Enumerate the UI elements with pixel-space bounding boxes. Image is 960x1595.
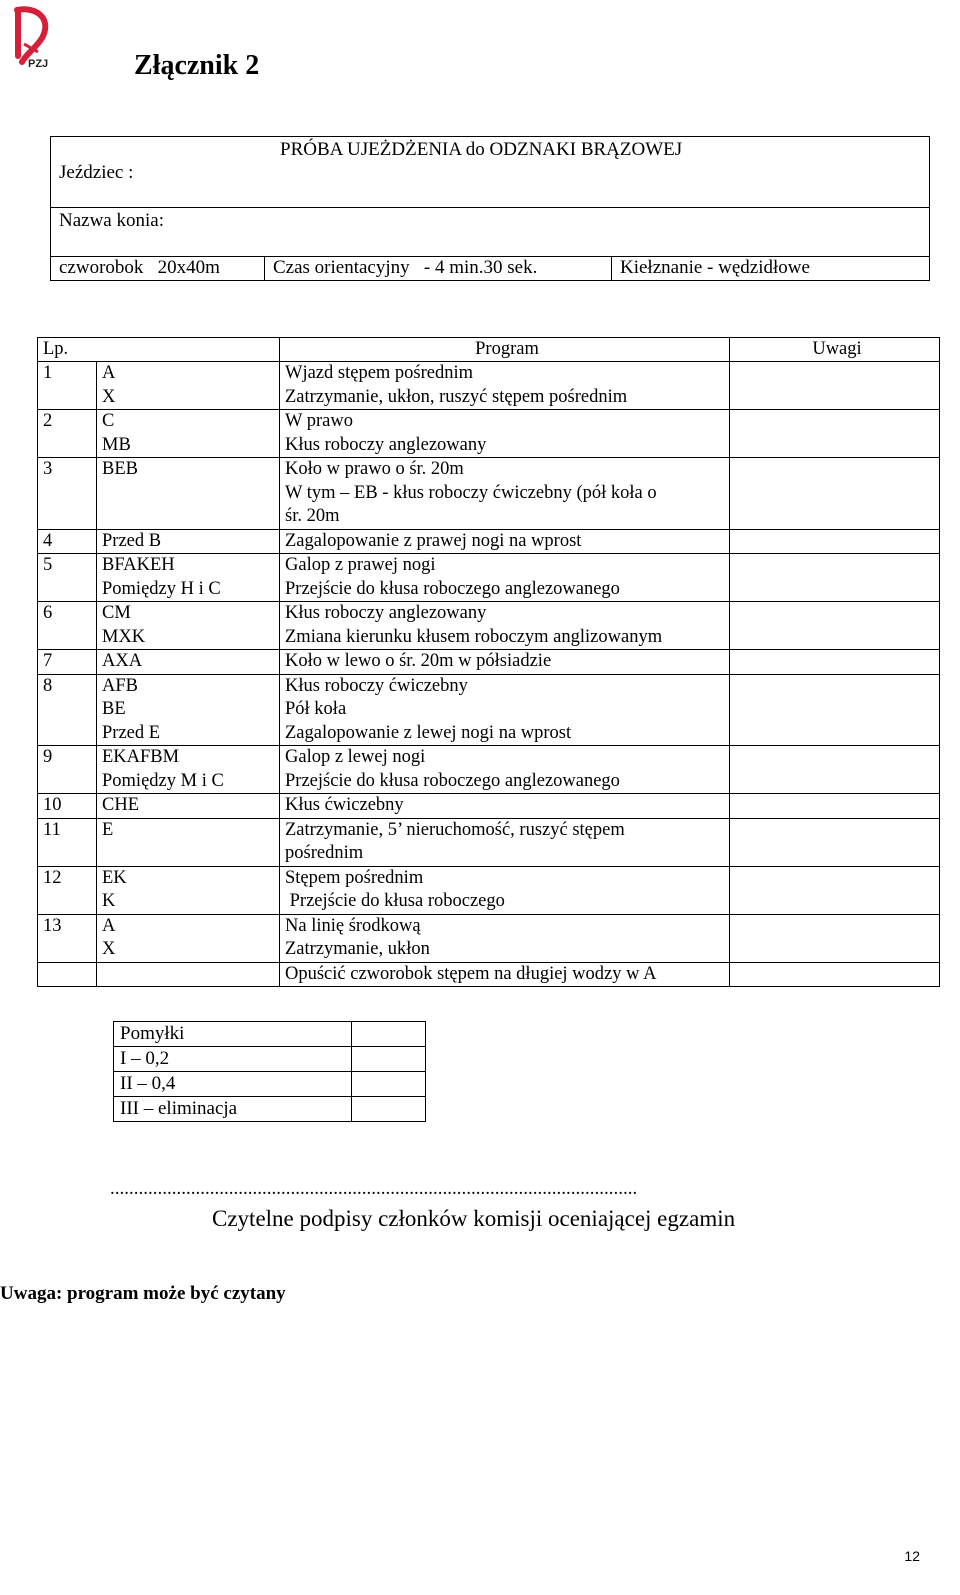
row-number-text: 5: [43, 555, 53, 575]
place-text: Przed B: [102, 530, 162, 551]
movement-text: Przejście do kłusa roboczego: [285, 891, 505, 911]
pzj-logo: [8, 4, 58, 74]
row-movements: [280, 602, 730, 650]
row-places: [97, 866, 280, 914]
horse-label: Nazwa konia:: [59, 210, 164, 231]
program-row: [38, 794, 940, 819]
movement-text: Przejście do kłusa roboczego anglezowanego: [285, 770, 620, 791]
row-number: [38, 602, 97, 650]
place-text: AXA: [102, 651, 143, 671]
row-places: [97, 529, 280, 554]
movement-text: Koło w prawo o śr. 20m: [285, 459, 464, 479]
movement-text: Zmiana kierunku kłusem roboczym anglizowanym: [285, 626, 663, 647]
place-text: BEB: [102, 459, 138, 479]
place-text: BFAKEH: [102, 555, 175, 575]
row-movements: [280, 866, 730, 914]
row-remarks: [730, 962, 940, 987]
row-movements: [280, 650, 730, 675]
bridle-type: Kiełznanie - wędzidłowe: [612, 257, 930, 281]
row-number-text: 11: [43, 819, 61, 840]
place-text: BE: [102, 699, 126, 719]
error-level: I – 0,2: [114, 1047, 352, 1072]
program-table: [37, 337, 940, 987]
movement-text: Zagalopowanie z lewej nogi na wprost: [285, 722, 572, 743]
row-number-text: 13: [43, 915, 62, 936]
errors-label: Pomyłki: [114, 1022, 352, 1047]
row-number: [38, 794, 97, 819]
place-text: CM: [102, 603, 131, 623]
row-number-text: 3: [43, 459, 53, 479]
movement-text: Kłus roboczy anglezowany: [285, 603, 487, 623]
program-row: [38, 602, 940, 650]
row-number: [38, 362, 97, 410]
note-text: Uwaga: program może być czytany: [0, 1283, 286, 1304]
row-movements: [280, 458, 730, 530]
program-row: [38, 458, 940, 530]
row-remarks: [730, 458, 940, 530]
row-number-text: 6: [43, 603, 53, 623]
row-number-text: 4: [43, 530, 53, 551]
arena-size: czworobok 20x40m: [51, 257, 265, 281]
place-text: Przed E: [102, 722, 161, 743]
page-number: 12: [904, 1548, 920, 1564]
row-places: [97, 410, 280, 458]
row-places: [97, 794, 280, 819]
movement-text: Przejście do kłusa roboczego anglezowanego: [285, 578, 620, 599]
place-text: K: [102, 891, 116, 911]
movement-text: Zagalopowanie z prawej nogi na wprost: [285, 530, 582, 551]
program-row: [38, 362, 940, 410]
program-row: [38, 410, 940, 458]
row-movements: [280, 962, 730, 987]
row-number-text: 2: [43, 411, 53, 431]
row-remarks: [730, 818, 940, 866]
program-header-row: [38, 338, 940, 362]
row-number: [38, 410, 97, 458]
movement-text: pośrednim: [285, 843, 364, 863]
place-text: Pomiędzy H i C: [102, 578, 221, 599]
row-movements: [280, 554, 730, 602]
row-places: [97, 818, 280, 866]
row-number: [38, 746, 97, 794]
row-remarks: [730, 794, 940, 819]
rider-cell: [51, 137, 930, 208]
row-remarks: [730, 914, 940, 962]
row-places: [97, 602, 280, 650]
place-text: Pomiędzy M i C: [102, 770, 224, 791]
row-movements: [280, 794, 730, 819]
place-text: CHE: [102, 795, 139, 815]
row-movements: [280, 746, 730, 794]
row-number: [38, 650, 97, 675]
movement-text: W tym – EB - kłus roboczy ćwiczebny (pół koła o: [285, 482, 657, 503]
row-number: [38, 962, 97, 987]
movement-text: Opuścić czworobok stępem na długiej wodzy w A: [285, 963, 657, 984]
place-text: A: [102, 915, 116, 936]
row-number-text: 9: [43, 747, 53, 767]
row-number-text: 8: [43, 675, 53, 696]
row-places: [97, 650, 280, 675]
place-text: [102, 963, 279, 987]
movement-text: W prawo: [285, 411, 353, 431]
signature-label: Czytelne podpisy członków komisji oceniającej egzamin: [212, 1206, 736, 1231]
movement-text: Galop z lewej nogi: [285, 747, 426, 767]
row-remarks: [730, 410, 940, 458]
program-row: [38, 674, 940, 746]
place-text: MXK: [102, 626, 146, 647]
place-text: C: [102, 411, 115, 431]
row-number: [38, 458, 97, 530]
program-row: [38, 962, 940, 987]
row-movements: [280, 362, 730, 410]
row-movements: [280, 410, 730, 458]
row-places: [97, 554, 280, 602]
row-remarks: [730, 554, 940, 602]
row-number-text: 1: [43, 363, 53, 383]
row-remarks: [730, 529, 940, 554]
movement-text: Pół koła: [285, 699, 347, 719]
place-text: E: [102, 819, 114, 840]
row-number: [38, 554, 97, 602]
row-number-text: 10: [43, 795, 62, 815]
page-title: Złącznik 2: [134, 50, 260, 81]
program-row: [38, 529, 940, 554]
program-row: [38, 554, 940, 602]
movement-text: Galop z prawej nogi: [285, 555, 436, 575]
place-text: EKAFBM: [102, 747, 180, 767]
movement-text: Kłus roboczy ćwiczebny: [285, 675, 468, 696]
horse-cell: [51, 208, 930, 257]
place-text: AFB: [102, 675, 138, 696]
program-row: [38, 746, 940, 794]
row-places: [97, 746, 280, 794]
place-text: EK: [102, 867, 127, 888]
place-text: A: [102, 363, 116, 383]
orientation-time: Czas orientacyjny - 4 min.30 sek.: [265, 257, 612, 281]
movement-text: śr. 20m: [285, 506, 340, 526]
movement-text: Kłus ćwiczebny: [285, 795, 404, 815]
movement-text: Na linię środkową: [285, 915, 421, 936]
program-row: [38, 866, 940, 914]
col-program: Program: [280, 338, 730, 362]
col-uwagi: Uwagi: [730, 338, 940, 362]
movement-text: Koło w lewo o śr. 20m w półsiadzie: [285, 651, 552, 671]
test-header-table: [50, 136, 930, 281]
movement-text: Zatrzymanie, ukłon, ruszyć stępem pośrednim: [285, 386, 628, 407]
row-movements: [280, 529, 730, 554]
place-text: MB: [102, 434, 131, 455]
place-text: X: [102, 939, 116, 959]
row-places: [97, 962, 280, 987]
test-name: PRÓBA UJEŻDŻENIA do ODZNAKI BRĄZOWEJ: [280, 139, 683, 160]
movement-text: Zatrzymanie, ukłon: [285, 939, 430, 959]
row-number: [38, 818, 97, 866]
row-number: [38, 674, 97, 746]
error-level: II – 0,4: [114, 1072, 352, 1097]
row-places: [97, 674, 280, 746]
row-places: [97, 914, 280, 962]
row-remarks: [730, 650, 940, 675]
row-number: [38, 529, 97, 554]
row-places: [97, 362, 280, 410]
program-row: [38, 818, 940, 866]
row-number: [38, 914, 97, 962]
row-number-text: 7: [43, 651, 53, 671]
row-number-text: 12: [43, 867, 62, 888]
row-movements: [280, 674, 730, 746]
movement-text: Stępem pośrednim: [285, 867, 424, 888]
row-remarks: [730, 362, 940, 410]
place-text: X: [102, 386, 116, 407]
row-remarks: [730, 866, 940, 914]
col-lp: Lp.: [38, 338, 280, 362]
row-remarks: [730, 674, 940, 746]
logo-text: PZJ: [28, 58, 49, 70]
row-movements: [280, 914, 730, 962]
rider-label: Jeździec :: [59, 162, 134, 183]
movement-text: Kłus roboczy anglezowany: [285, 434, 487, 455]
error-level: III – eliminacja: [114, 1097, 352, 1122]
errors-table: [113, 1021, 426, 1122]
row-number-text: [43, 963, 96, 987]
program-row: [38, 650, 940, 675]
row-remarks: [730, 746, 940, 794]
movement-text: Wjazd stępem pośrednim: [285, 363, 474, 383]
movement-text: Zatrzymanie, 5’ nieruchomość, ruszyć stępem: [285, 819, 625, 840]
row-remarks: [730, 602, 940, 650]
row-places: [97, 458, 280, 530]
row-number: [38, 866, 97, 914]
row-movements: [280, 818, 730, 866]
program-row: [38, 914, 940, 962]
signature-line: ...............................................................................................................: [110, 1178, 638, 1199]
